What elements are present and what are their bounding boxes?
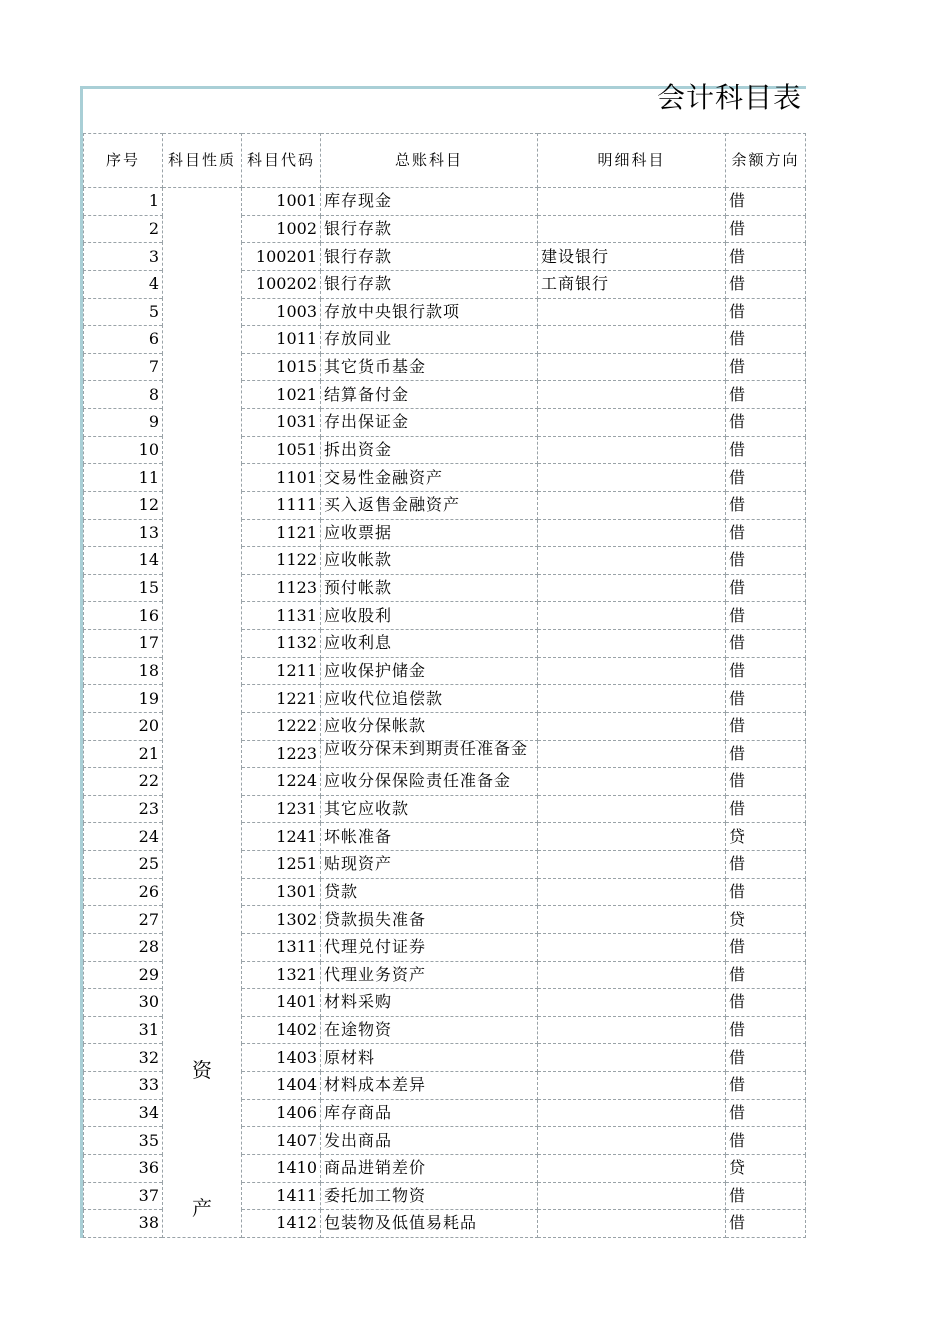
cell-detail-account[interactable] xyxy=(538,436,726,464)
cell-account-type[interactable] xyxy=(163,188,242,1238)
cell-direction[interactable]: 借 xyxy=(726,188,806,216)
cell-detail-account[interactable] xyxy=(538,1182,726,1210)
cell-seq[interactable]: 17 xyxy=(84,630,163,658)
cell-detail-account[interactable] xyxy=(538,1044,726,1072)
cell-code[interactable]: 1406 xyxy=(242,1099,321,1127)
cell-general-account[interactable]: 存放同业 xyxy=(321,326,538,354)
cell-direction[interactable]: 借 xyxy=(726,243,806,271)
cell-detail-account[interactable] xyxy=(538,547,726,575)
account-type-char: 资 xyxy=(192,1058,212,1082)
cell-seq[interactable]: 1 xyxy=(84,188,163,216)
cell-general-account[interactable]: 委托加工物资 xyxy=(321,1182,538,1210)
cell-seq[interactable]: 33 xyxy=(84,1072,163,1100)
cell-direction[interactable]: 借 xyxy=(726,436,806,464)
table-row xyxy=(84,188,806,216)
cell-code[interactable]: 1121 xyxy=(242,519,321,547)
cell-direction[interactable]: 借 xyxy=(726,1210,806,1238)
cell-direction[interactable]: 借 xyxy=(726,464,806,492)
cell-seq[interactable]: 27 xyxy=(84,906,163,934)
cell-direction[interactable]: 借 xyxy=(726,1127,806,1155)
cell-seq[interactable]: 23 xyxy=(84,795,163,823)
cell-code[interactable]: 1002 xyxy=(242,215,321,243)
cell-general-account[interactable]: 原材料 xyxy=(321,1044,538,1072)
cell-general-account[interactable]: 结算备付金 xyxy=(321,381,538,409)
cell-code[interactable]: 1221 xyxy=(242,685,321,713)
cell-general-account[interactable]: 贷款损失准备 xyxy=(321,906,538,934)
cell-seq[interactable]: 13 xyxy=(84,519,163,547)
cell-general-account[interactable]: 代理业务资产 xyxy=(321,961,538,989)
cell-general-account[interactable]: 拆出资金 xyxy=(321,436,538,464)
cell-code[interactable]: 1003 xyxy=(242,298,321,326)
cell-seq[interactable]: 11 xyxy=(84,464,163,492)
cell-direction[interactable]: 借 xyxy=(726,1044,806,1072)
header-seq: 序号 xyxy=(84,134,163,188)
cell-general-account[interactable]: 银行存款 xyxy=(321,243,538,271)
cell-code[interactable]: 100202 xyxy=(242,270,321,298)
cell-direction[interactable]: 借 xyxy=(726,491,806,519)
cell-general-account[interactable]: 库存现金 xyxy=(321,188,538,216)
cell-code[interactable]: 1401 xyxy=(242,989,321,1017)
cell-seq[interactable]: 24 xyxy=(84,823,163,851)
header-detail: 明细科目 xyxy=(538,134,726,188)
cell-seq[interactable]: 8 xyxy=(84,381,163,409)
cell-code[interactable]: 1132 xyxy=(242,630,321,658)
cell-general-account[interactable]: 材料采购 xyxy=(321,989,538,1017)
cell-seq[interactable]: 32 xyxy=(84,1044,163,1072)
cell-seq[interactable]: 28 xyxy=(84,933,163,961)
cell-general-account[interactable]: 应收代位追偿款 xyxy=(321,685,538,713)
cell-general-account[interactable]: 应收分保未到期责任准备金 xyxy=(321,740,538,768)
cell-direction[interactable]: 借 xyxy=(726,409,806,437)
cell-direction[interactable]: 借 xyxy=(726,630,806,658)
cell-seq[interactable]: 3 xyxy=(84,243,163,271)
cell-detail-account[interactable] xyxy=(538,326,726,354)
cell-direction[interactable]: 借 xyxy=(726,1182,806,1210)
cell-detail-account[interactable] xyxy=(538,933,726,961)
account-type-char: 产 xyxy=(192,1196,212,1220)
cell-detail-account[interactable] xyxy=(538,1072,726,1100)
cell-detail-account[interactable] xyxy=(538,215,726,243)
cell-seq[interactable]: 6 xyxy=(84,326,163,354)
cell-general-account[interactable]: 代理兑付证券 xyxy=(321,933,538,961)
cell-detail-account[interactable] xyxy=(538,464,726,492)
cell-code[interactable]: 1404 xyxy=(242,1072,321,1100)
cell-code[interactable]: 1402 xyxy=(242,1016,321,1044)
cell-seq[interactable]: 10 xyxy=(84,436,163,464)
cell-detail-account[interactable] xyxy=(538,491,726,519)
cell-direction[interactable]: 借 xyxy=(726,547,806,575)
cell-code[interactable]: 1211 xyxy=(242,657,321,685)
cell-general-account[interactable]: 库存商品 xyxy=(321,1099,538,1127)
cell-seq[interactable]: 14 xyxy=(84,547,163,575)
cell-general-account[interactable]: 应收利息 xyxy=(321,630,538,658)
cell-detail-account[interactable] xyxy=(538,712,726,740)
cell-direction[interactable]: 借 xyxy=(726,768,806,796)
cell-detail-account[interactable] xyxy=(538,823,726,851)
cell-code[interactable]: 1223 xyxy=(242,740,321,768)
cell-code[interactable]: 1311 xyxy=(242,933,321,961)
cell-general-account[interactable]: 应收帐款 xyxy=(321,547,538,575)
cell-direction[interactable]: 借 xyxy=(726,685,806,713)
cell-detail-account[interactable] xyxy=(538,1127,726,1155)
cell-code[interactable]: 1051 xyxy=(242,436,321,464)
cell-direction[interactable]: 借 xyxy=(726,326,806,354)
cell-detail-account[interactable] xyxy=(538,851,726,879)
cell-seq[interactable]: 4 xyxy=(84,270,163,298)
cell-general-account[interactable]: 商品进销差价 xyxy=(321,1154,538,1182)
cell-code[interactable]: 1122 xyxy=(242,547,321,575)
cell-code[interactable]: 1222 xyxy=(242,712,321,740)
cell-general-account[interactable]: 银行存款 xyxy=(321,270,538,298)
cell-detail-account[interactable] xyxy=(538,657,726,685)
cell-code[interactable]: 1403 xyxy=(242,1044,321,1072)
cell-direction[interactable]: 贷 xyxy=(726,1154,806,1182)
cell-direction[interactable]: 借 xyxy=(726,298,806,326)
cell-detail-account[interactable] xyxy=(538,989,726,1017)
cell-general-account[interactable]: 应收分保帐款 xyxy=(321,712,538,740)
cell-seq[interactable]: 31 xyxy=(84,1016,163,1044)
cell-seq[interactable]: 7 xyxy=(84,353,163,381)
cell-general-account[interactable]: 在途物资 xyxy=(321,1016,538,1044)
cell-detail-account[interactable] xyxy=(538,630,726,658)
header-code: 科目代码 xyxy=(242,134,321,188)
cell-seq[interactable]: 22 xyxy=(84,768,163,796)
header-direction: 余额方向 xyxy=(726,134,806,188)
cell-direction[interactable]: 借 xyxy=(726,933,806,961)
cell-code[interactable]: 1224 xyxy=(242,768,321,796)
cell-direction[interactable]: 借 xyxy=(726,851,806,879)
cell-general-account[interactable]: 其它应收款 xyxy=(321,795,538,823)
cell-code[interactable]: 1411 xyxy=(242,1182,321,1210)
cell-detail-account[interactable]: 工商银行 xyxy=(538,270,726,298)
cell-seq[interactable]: 12 xyxy=(84,491,163,519)
cell-detail-account[interactable] xyxy=(538,961,726,989)
cell-code[interactable]: 1101 xyxy=(242,464,321,492)
cell-seq[interactable]: 16 xyxy=(84,602,163,630)
cell-detail-account[interactable] xyxy=(538,409,726,437)
cell-general-account[interactable]: 贴现资产 xyxy=(321,851,538,879)
header-type: 科目性质 xyxy=(163,134,242,188)
cell-detail-account[interactable] xyxy=(538,906,726,934)
cell-seq[interactable]: 37 xyxy=(84,1182,163,1210)
cell-code[interactable]: 1111 xyxy=(242,491,321,519)
cell-code[interactable]: 1031 xyxy=(242,409,321,437)
cell-detail-account[interactable] xyxy=(538,1099,726,1127)
cell-direction[interactable]: 借 xyxy=(726,989,806,1017)
cell-general-account[interactable]: 材料成本差异 xyxy=(321,1072,538,1100)
cell-detail-account[interactable] xyxy=(538,685,726,713)
cell-detail-account[interactable] xyxy=(538,740,726,768)
cell-code[interactable]: 1015 xyxy=(242,353,321,381)
cell-code[interactable]: 1123 xyxy=(242,574,321,602)
cell-code[interactable]: 1302 xyxy=(242,906,321,934)
cell-seq[interactable]: 9 xyxy=(84,409,163,437)
cell-direction[interactable]: 借 xyxy=(726,602,806,630)
cell-seq[interactable]: 5 xyxy=(84,298,163,326)
cell-code[interactable]: 100201 xyxy=(242,243,321,271)
cell-general-account[interactable]: 其它货币基金 xyxy=(321,353,538,381)
cell-general-account[interactable]: 坏帐准备 xyxy=(321,823,538,851)
cell-detail-account[interactable] xyxy=(538,1210,726,1238)
cell-general-account[interactable]: 包装物及低值易耗品 xyxy=(321,1210,538,1238)
cell-seq[interactable]: 34 xyxy=(84,1099,163,1127)
cell-direction[interactable]: 贷 xyxy=(726,906,806,934)
cell-detail-account[interactable] xyxy=(538,353,726,381)
cell-detail-account[interactable] xyxy=(538,768,726,796)
cell-direction[interactable]: 借 xyxy=(726,574,806,602)
cell-code[interactable]: 1231 xyxy=(242,795,321,823)
cell-direction[interactable]: 借 xyxy=(726,878,806,906)
cell-general-account[interactable]: 贷款 xyxy=(321,878,538,906)
cell-code[interactable]: 1251 xyxy=(242,851,321,879)
cell-direction[interactable]: 借 xyxy=(726,1016,806,1044)
cell-detail-account[interactable] xyxy=(538,1154,726,1182)
cell-seq[interactable]: 20 xyxy=(84,712,163,740)
cell-detail-account[interactable] xyxy=(538,795,726,823)
cell-seq[interactable]: 30 xyxy=(84,989,163,1017)
page-title: 会计科目表 xyxy=(656,81,802,114)
cell-direction[interactable]: 借 xyxy=(726,712,806,740)
cell-direction[interactable]: 借 xyxy=(726,519,806,547)
cell-direction[interactable]: 借 xyxy=(726,381,806,409)
cell-seq[interactable]: 38 xyxy=(84,1210,163,1238)
cell-direction[interactable]: 借 xyxy=(726,657,806,685)
cell-direction[interactable]: 借 xyxy=(726,1072,806,1100)
cell-seq[interactable]: 18 xyxy=(84,657,163,685)
cell-general-account[interactable]: 存出保证金 xyxy=(321,409,538,437)
cell-detail-account[interactable] xyxy=(538,188,726,216)
header-row xyxy=(84,134,806,188)
accounts-table xyxy=(83,133,806,1238)
cell-general-account[interactable]: 应收票据 xyxy=(321,519,538,547)
cell-code[interactable]: 1021 xyxy=(242,381,321,409)
header-general: 总账科目 xyxy=(321,134,538,188)
cell-direction[interactable]: 借 xyxy=(726,795,806,823)
cell-seq[interactable]: 21 xyxy=(84,740,163,768)
cell-general-account[interactable]: 交易性金融资产 xyxy=(321,464,538,492)
cell-detail-account[interactable] xyxy=(538,298,726,326)
cell-code[interactable]: 1407 xyxy=(242,1127,321,1155)
cell-general-account[interactable]: 应收股利 xyxy=(321,602,538,630)
cell-seq[interactable]: 25 xyxy=(84,851,163,879)
cell-detail-account[interactable] xyxy=(538,1016,726,1044)
cell-code[interactable]: 1321 xyxy=(242,961,321,989)
cell-general-account[interactable]: 应收分保保险责任准备金 xyxy=(321,768,538,796)
cell-general-account[interactable]: 发出商品 xyxy=(321,1127,538,1155)
cell-detail-account[interactable] xyxy=(538,381,726,409)
cell-detail-account[interactable]: 建设银行 xyxy=(538,243,726,271)
cell-seq[interactable]: 35 xyxy=(84,1127,163,1155)
cell-direction[interactable]: 借 xyxy=(726,270,806,298)
cell-direction[interactable]: 借 xyxy=(726,353,806,381)
cell-direction[interactable]: 贷 xyxy=(726,823,806,851)
cell-direction[interactable]: 借 xyxy=(726,740,806,768)
cell-code[interactable]: 1412 xyxy=(242,1210,321,1238)
cell-code[interactable]: 1131 xyxy=(242,602,321,630)
cell-general-account[interactable]: 预付帐款 xyxy=(321,574,538,602)
cell-seq[interactable]: 26 xyxy=(84,878,163,906)
cell-seq[interactable]: 15 xyxy=(84,574,163,602)
cell-direction[interactable]: 借 xyxy=(726,961,806,989)
cell-direction[interactable]: 借 xyxy=(726,215,806,243)
cell-code[interactable]: 1241 xyxy=(242,823,321,851)
cell-general-account[interactable]: 买入返售金融资产 xyxy=(321,491,538,519)
cell-general-account[interactable]: 应收保护储金 xyxy=(321,657,538,685)
cell-detail-account[interactable] xyxy=(538,574,726,602)
cell-general-account[interactable]: 银行存款 xyxy=(321,215,538,243)
cell-code[interactable]: 1011 xyxy=(242,326,321,354)
cell-detail-account[interactable] xyxy=(538,602,726,630)
cell-detail-account[interactable] xyxy=(538,878,726,906)
cell-seq[interactable]: 19 xyxy=(84,685,163,713)
cell-detail-account[interactable] xyxy=(538,519,726,547)
cell-code[interactable]: 1410 xyxy=(242,1154,321,1182)
cell-seq[interactable]: 2 xyxy=(84,215,163,243)
cell-seq[interactable]: 36 xyxy=(84,1154,163,1182)
cell-direction[interactable]: 借 xyxy=(726,1099,806,1127)
cell-general-account[interactable]: 存放中央银行款项 xyxy=(321,298,538,326)
cell-code[interactable]: 1301 xyxy=(242,878,321,906)
cell-seq[interactable]: 29 xyxy=(84,961,163,989)
cell-code[interactable]: 1001 xyxy=(242,188,321,216)
